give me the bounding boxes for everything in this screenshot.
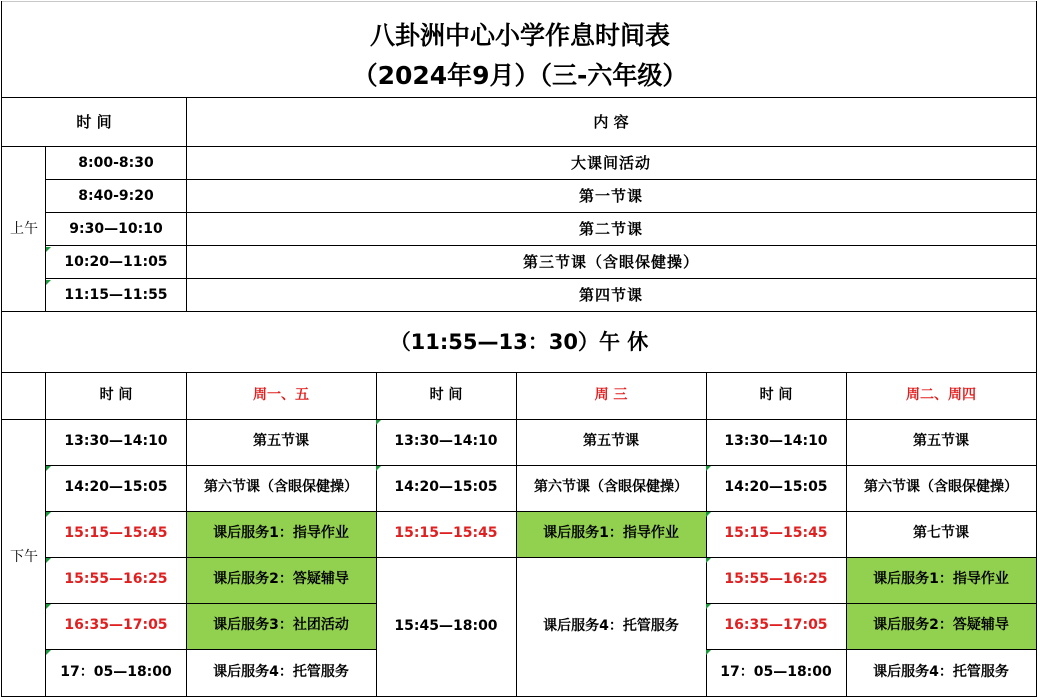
a-time-1: 13:30—14:10: [64, 433, 168, 450]
a-item-6: 课后服务4：托管服务: [213, 663, 349, 680]
grid-line: [1, 372, 1037, 373]
b-item-1: 第五节课: [583, 433, 639, 450]
grid-line: [45, 372, 46, 696]
border-right: [1036, 1, 1037, 697]
afternoon-label: 下午: [10, 548, 38, 565]
border-left: [1, 1, 2, 697]
grid-line: [186, 372, 187, 696]
grid-line: [1, 97, 1037, 98]
grid-line: [706, 649, 1036, 650]
grid-line: [186, 97, 187, 312]
grid-line: [1, 146, 1037, 147]
morning-time-2: 8:40-9:20: [78, 187, 154, 204]
border-top: [1, 1, 1037, 2]
b-item-3: 课后服务1：指导作业: [516, 511, 706, 557]
afternoon-header-time-a: 时 间: [99, 387, 133, 404]
cell-marker-icon: [706, 604, 711, 609]
cell-marker-icon: [376, 420, 381, 425]
cell-marker-icon: [376, 466, 381, 471]
grid-line: [46, 179, 1036, 180]
c-item-6: 课后服务4：托管服务: [873, 663, 1009, 680]
grid-line: [706, 603, 1036, 604]
grid-line: [46, 245, 1036, 246]
grid-line: [46, 511, 1036, 512]
header-time: 时 间: [76, 113, 112, 132]
c-item-1: 第五节课: [913, 433, 969, 450]
cell-marker-icon: [46, 558, 51, 563]
cell-marker-icon: [706, 466, 711, 471]
b-item-2: 第六节课（含眼保健操）: [534, 479, 688, 496]
b-time-4: 15:45—18:00: [394, 617, 498, 634]
grid-line: [46, 465, 1036, 466]
grid-line: [46, 603, 376, 604]
morning-content-4: 第三节课（含眼保健操）: [522, 253, 699, 272]
a-item-4: 课后服务2：答疑辅导: [186, 557, 376, 603]
grid-line: [1, 311, 1037, 312]
b-time-3: 15:15—15:45: [394, 525, 498, 542]
afternoon-header-mon-fri: 周一、五: [253, 387, 309, 404]
c-item-2: 第六节课（含眼保健操）: [864, 479, 1018, 496]
morning-content-5: 第四节课: [578, 286, 643, 305]
c-time-3: 15:15—15:45: [724, 525, 828, 542]
page-subtitle: （2024年9月）（三-六年级）: [352, 61, 688, 90]
morning-content-2: 第一节课: [578, 187, 643, 206]
grid-line: [46, 212, 1036, 213]
grid-line: [46, 557, 376, 558]
cell-marker-icon: [706, 650, 711, 655]
c-time-1: 13:30—14:10: [724, 433, 828, 450]
border-bottom: [1, 696, 1037, 697]
c-time-2: 14:20—15:05: [724, 479, 828, 496]
cell-marker-icon: [706, 558, 711, 563]
grid-line: [516, 372, 517, 696]
cell-marker-icon: [46, 604, 51, 609]
afternoon-header-tue-thu: 周二、周四: [906, 387, 976, 404]
header-content: 内 容: [593, 113, 629, 132]
afternoon-header-time-b: 时 间: [429, 387, 463, 404]
a-item-5: 课后服务3：社团活动: [186, 603, 376, 649]
a-item-2: 第六节课（含眼保健操）: [204, 479, 358, 496]
morning-label: 上午: [10, 220, 38, 237]
b-time-1: 13:30—14:10: [394, 433, 498, 450]
c-time-4: 15:55—16:25: [724, 571, 828, 588]
grid-line: [376, 557, 706, 558]
page-title: 八卦洲中心小学作息时间表: [369, 21, 670, 50]
grid-line: [46, 278, 1036, 279]
c-item-3: 第七节课: [913, 525, 969, 542]
grid-line: [706, 557, 1036, 558]
grid-line: [45, 146, 46, 312]
afternoon-header-time-c: 时 间: [759, 387, 793, 404]
c-item-4: 课后服务1：指导作业: [846, 557, 1036, 603]
morning-content-3: 第二节课: [578, 220, 643, 239]
morning-time-4: 10:20—11:05: [64, 253, 168, 270]
grid-line: [706, 372, 707, 696]
morning-time-3: 9:30—10:10: [69, 220, 163, 237]
morning-content-1: 大课间活动: [570, 154, 651, 173]
a-time-2: 14:20—15:05: [64, 479, 168, 496]
cell-marker-icon: [46, 512, 51, 517]
c-time-5: 16:35—17:05: [724, 617, 828, 634]
a-item-3: 课后服务1：指导作业: [186, 511, 376, 557]
cell-marker-icon: [46, 466, 51, 471]
c-item-5: 课后服务2：答疑辅导: [846, 603, 1036, 649]
cell-marker-icon: [46, 650, 51, 655]
a-item-1: 第五节课: [253, 433, 309, 450]
afternoon-header-wed: 周 三: [594, 387, 628, 404]
a-time-5: 16:35—17:05: [64, 617, 168, 634]
cell-marker-icon: [46, 280, 51, 285]
cell-marker-icon: [46, 247, 51, 252]
a-time-6: 17：05—18:00: [60, 663, 172, 680]
grid-line: [46, 649, 376, 650]
b-time-2: 14:20—15:05: [394, 479, 498, 496]
cell-marker-icon: [706, 512, 711, 517]
grid-line: [1, 419, 1037, 420]
morning-time-5: 11:15—11:55: [64, 286, 168, 303]
b-item-4: 课后服务4：托管服务: [543, 617, 679, 634]
noon-break: （11:55—13：30）午 休: [389, 330, 649, 355]
c-time-6: 17：05—18:00: [720, 663, 832, 680]
grid-line: [846, 372, 847, 696]
morning-time-1: 8:00-8:30: [78, 154, 154, 171]
a-time-4: 15:55—16:25: [64, 571, 168, 588]
a-time-3: 15:15—15:45: [64, 525, 168, 542]
